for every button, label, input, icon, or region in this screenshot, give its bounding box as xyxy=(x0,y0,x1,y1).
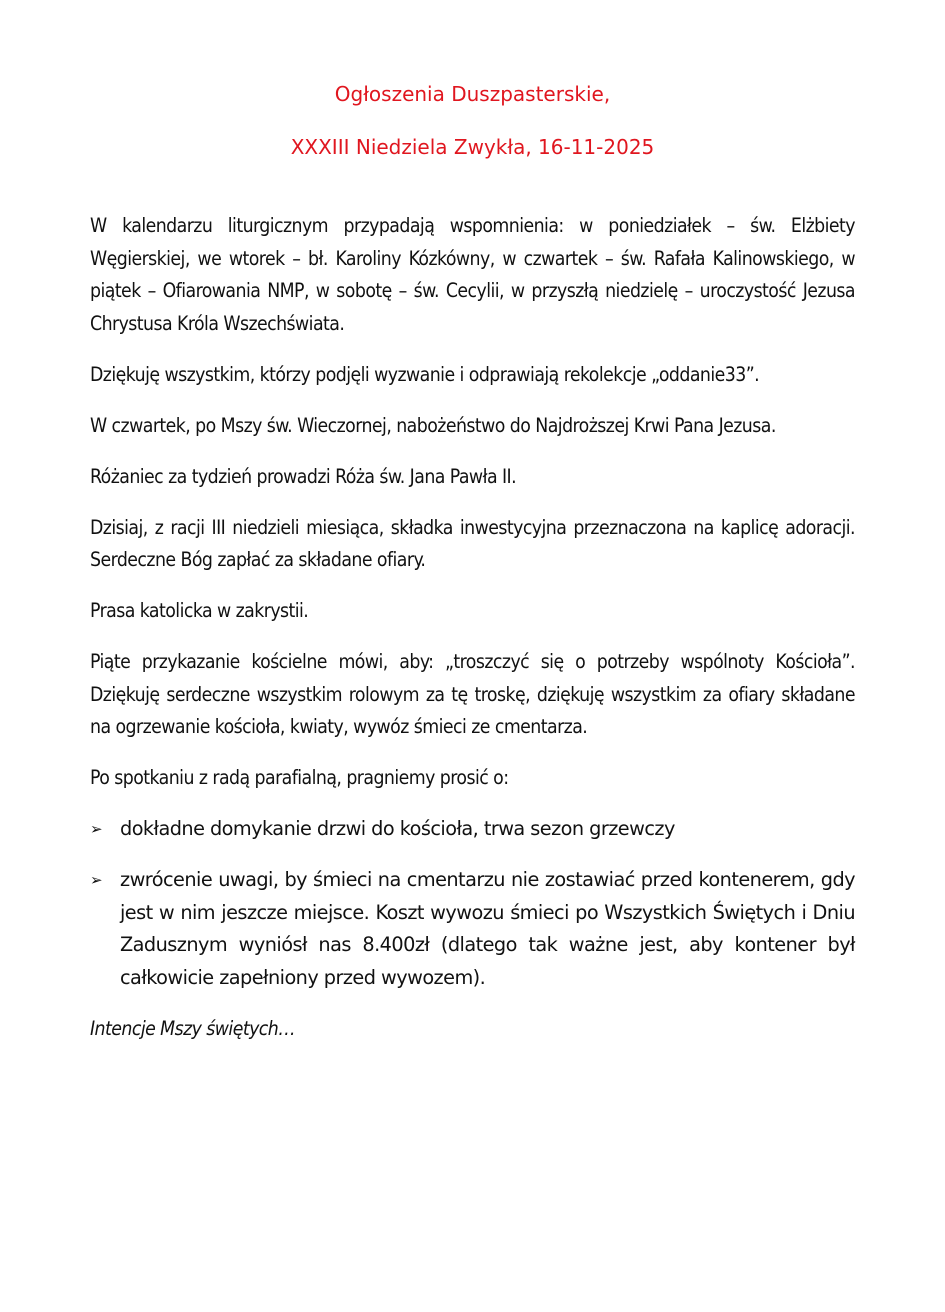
announcement-rosary: Różaniec za tydzień prowadzi Róża św. Jana Pawła II. xyxy=(90,464,517,488)
list-item xyxy=(90,864,855,994)
announcement-thursday-devotion: W czwartek, po Mszy św. Wieczornej, nabożeństwo do Najdroższej Krwi Pana Jezusa. xyxy=(90,413,776,437)
mass-intentions-heading: Intencje Mszy świętych… xyxy=(90,1016,296,1040)
announcement-catholic-press: Prasa katolicka w zakrystii. xyxy=(90,599,309,622)
document-title: Ogłoszenia Duszpasterskie, xyxy=(334,82,611,106)
announcement-retreat-thanks: Dziękuję wszystkim, którzy podjęli wyzwanie i odprawiają rekolekcje „oddanie33”. xyxy=(90,362,760,386)
announcement-parish-council-intro: Po spotkaniu z radą parafialną, pragniemy prosić o: xyxy=(90,766,509,789)
list-item-text: zwrócenie uwagi, by śmieci na cmentarzu nie zostawiać przed kontenerem, gdy jest w nim jeszcze miejsce. Koszt wywozu śmieci po Wszystkich Świętych i Dniu Zadusznym wyniósł nas 8.400zł (dlatego tak ważne jest, aby kontener był całkowicie zapełniony przed wywozem). xyxy=(120,868,855,989)
announcement-collection: Dzisiaj, z racji III niedzieli miesiąca, składka inwestycyjna przeznaczona na kaplicę adoracji. Serdeczne Bóg zapłać za składane ofiary. xyxy=(90,515,855,571)
announcement-church-commandment: Piąte przykazanie kościelne mówi, aby: „troszczyć się o potrzeby wspólnoty Kościoła”. Dziękuję serdeczne wszystkim rolowym za tę troskę, dziękuję wszystkim za ofiary składane na ogrzewanie kościoła, kwiaty, wywóz śmieci ze cmentarza. xyxy=(90,650,855,738)
announcement-liturgical-calendar: W kalendarzu liturgicznym przypadają wspomnienia: w poniedziałek – św. Elżbiety Węgierskiej, we wtorek – bł. Karoliny Kózkówny, w czwartek – św. Rafała Kalinowskiego, w piątek – Ofiarowania NMP, w sobotę – św. Cecylii, w przyszłą niedzielę – uroczystość Jezusa Chrystusa Króla Wszechświata. xyxy=(90,214,855,335)
arrow-bullet-icon: ➢ xyxy=(90,871,103,889)
list-item xyxy=(90,813,855,846)
requests-list xyxy=(90,813,855,994)
arrow-bullet-icon: ➢ xyxy=(90,820,103,838)
announcements-body xyxy=(90,210,855,1064)
document-subtitle-date: XXXIII Niedziela Zwykła, 16-11-2025 xyxy=(290,135,655,159)
list-item-text: dokładne domykanie drzwi do kościoła, trwa sezon grzewczy xyxy=(120,817,675,840)
